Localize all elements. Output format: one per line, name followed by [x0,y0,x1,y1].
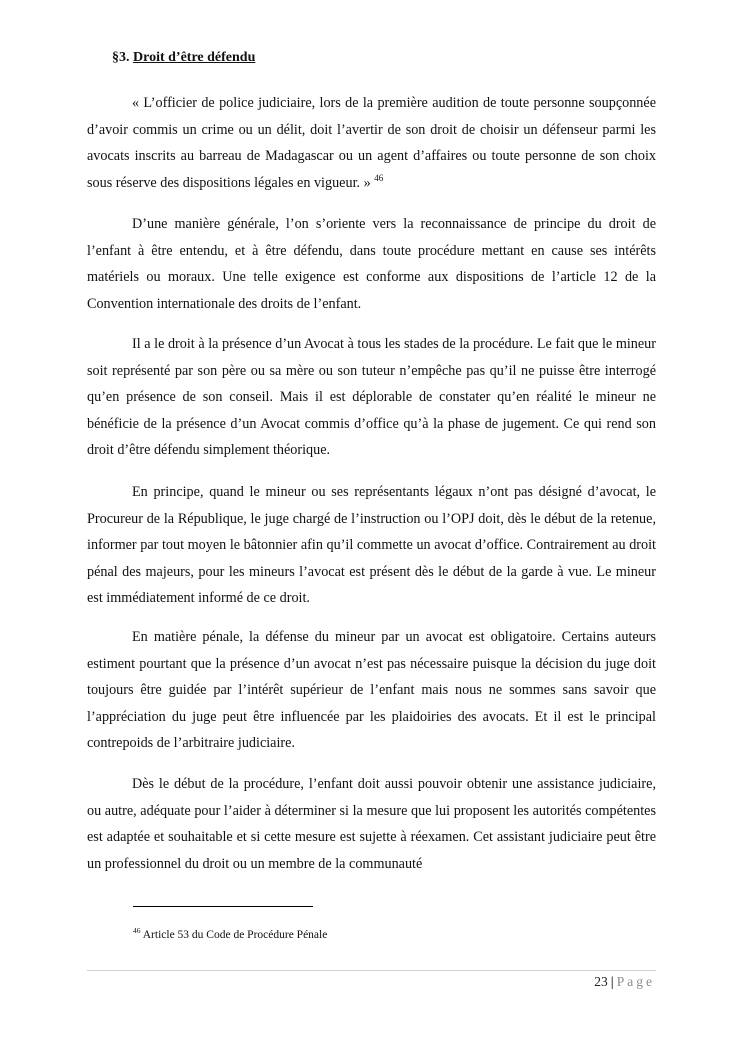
footnote-reference: 46 [374,172,384,183]
section-heading [112,50,255,66]
section-title: Droit d’être défendu [133,50,256,65]
footer-divider [87,970,656,971]
footnote-number: 46 [133,926,141,935]
paragraph: En matière pénale, la défense du mineur par un avocat est obligatoire. Certains auteurs estiment pourtant que la présence d’un avocat n’est pas nécessaire puisque la décision du juge doit toujours être guidée par l’intérêt supérieur de l’enfant mais nous ne sommes sans savoir que l’appréciation du juge peut être influencée par les plaidoiries des avocats. Et il est le principal contrepoids de l’arbitraire judiciaire. [87,629,656,752]
page-label: Page [616,974,655,989]
paragraph: D’une manière générale, l’on s’oriente vers la reconnaissance de principe du droit de l’enfant à être entendu, et à être défendu, dans toute procédure mettant en cause ses intérêts matériels ou moraux. Une telle exigence est conforme aux dispositions de l’article 12 de la Convention internationale des droits de l’enfant. [87,216,656,312]
section-number: §3. [112,50,130,65]
page-footer [594,974,655,990]
page-number: 23 [594,974,608,989]
paragraph-text: « L’officier de police judiciaire, lors de la première audition de toute personne soupçonnée d’avoir commis un crime ou un délit, doit l’avertir de son droit de choisir un défenseur parmi les avocats inscrits au barreau de Madagascar ou un agent d’affaires ou toute personne de son choix sous réserve des dispositions légales en vigueur. » [87,95,656,191]
paragraph: Il a le droit à la présence d’un Avocat à tous les stades de la procédure. Le fait que le mineur soit représenté par son père ou sa mère ou son tuteur n’empêche pas qu’il ne puisse être interrogé qu’en présence de son conseil. Mais il est déplorable de constater qu’en réalité le mineur ne bénéficie de la présence d’un Avocat commis d’office qu’à la phase de jugement. Ce qui rend son droit d’être défendu simplement théorique. [87,336,656,459]
footer-separator: | [610,974,614,989]
footnote-text: Article 53 du Code de Procédure Pénale [142,929,328,941]
paragraph: Dès le début de la procédure, l’enfant doit aussi pouvoir obtenir une assistance judiciaire, ou autre, adéquate pour l’aider à déterminer si la mesure que lui proposent les autorités compétentes est adaptée et souhaitable et si cette mesure est sujette à réexamen. Cet assistant judiciaire peut être un professionnel du droit ou un membre de la communauté [87,776,656,872]
footnote-separator [133,906,313,907]
footnote [133,926,328,941]
paragraph: En principe, quand le mineur ou ses représentants légaux n’ont pas désigné d’avocat, le Procureur de la République, le juge chargé de l’instruction ou l’OPJ doit, dès le début de la retenue, informer par tout moyen le bâtonnier afin qu’il commette un avocat d’office. Contrairement au droit pénal des majeurs, pour les mineurs l’avocat est présent dès le début de la garde à vue. Le mineur est immédiatement informé de ce droit. [87,484,656,607]
paragraph-quote [87,90,656,196]
